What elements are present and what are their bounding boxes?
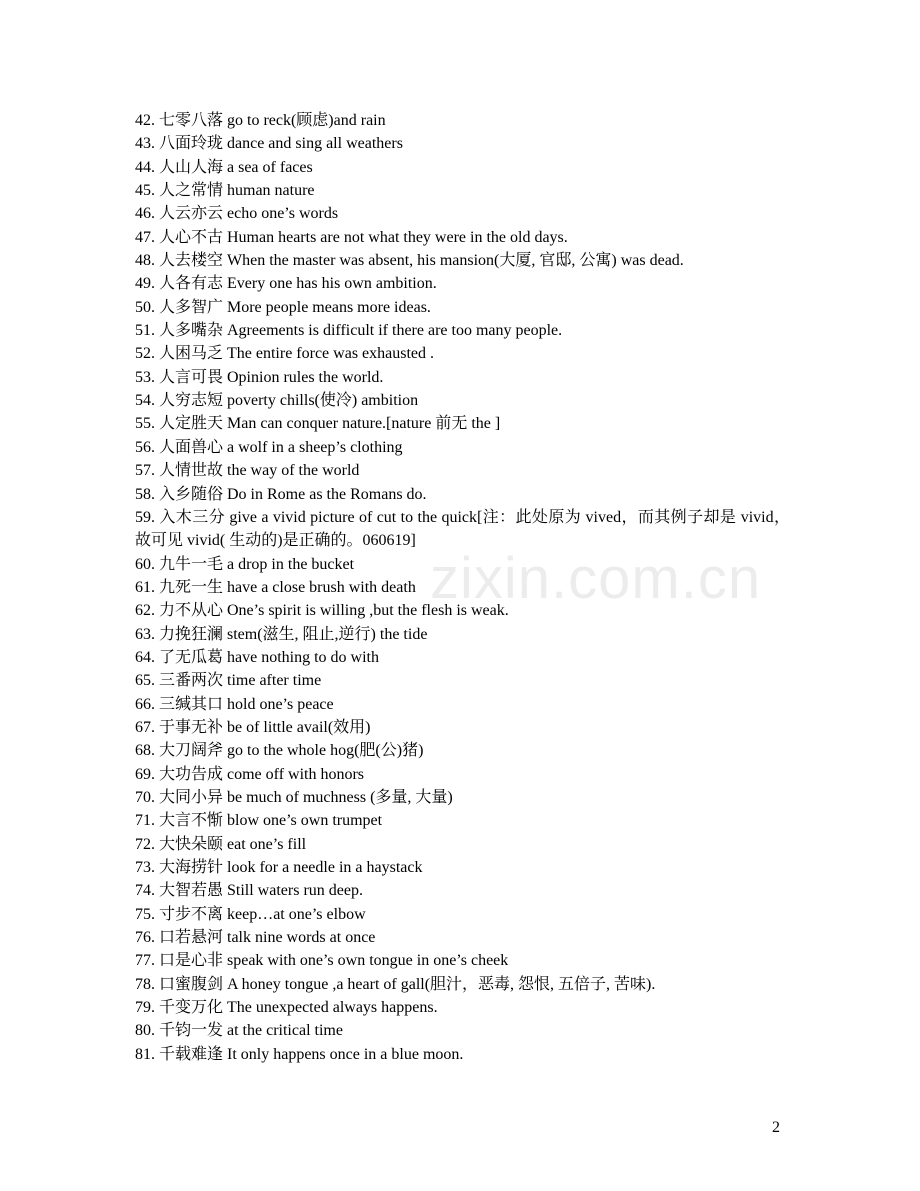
idiom-entry: 70. 大同小异 be much of muchness (多量, 大量): [135, 788, 453, 806]
idiom-entry: 56. 人面兽心 a wolf in a sheep’s clothing: [135, 438, 403, 456]
idiom-entry: 63. 力挽狂澜 stem(滋生, 阻止,逆行) the tide: [135, 625, 428, 643]
idiom-entry: 72. 大快朵颐 eat one’s fill: [135, 835, 307, 853]
idiom-entry: 42. 七零八落 go to reck(顾虑)and rain: [135, 112, 386, 129]
page-number: 2: [772, 1119, 780, 1136]
idiom-entry: 62. 力不从心 One’s spirit is willing ,but the flesh is weak.: [135, 602, 509, 620]
idiom-entry: 60. 九牛一毛 a drop in the bucket: [135, 555, 355, 573]
idiom-entry: 44. 人山人海 a sea of faces: [135, 158, 313, 176]
idiom-entry: 48. 人去楼空 When the master was absent, his mansion(大厦, 官邸, 公寓) was dead.: [135, 252, 684, 270]
idiom-entry: 45. 人之常情 human nature: [135, 182, 315, 200]
idiom-entry: 58. 入乡随俗 Do in Rome as the Romans do.: [135, 485, 427, 503]
idiom-entry: 71. 大言不惭 blow one’s own trumpet: [135, 812, 383, 830]
idiom-entry: 73. 大海捞针 look for a needle in a haystack: [135, 859, 423, 876]
idiom-entry: 69. 大功告成 come off with honors: [135, 765, 365, 783]
idiom-entry: 43. 八面玲珑 dance and sing all weathers: [135, 135, 403, 153]
idiom-entry: 57. 人情世故 the way of the world: [135, 462, 360, 480]
idiom-entry: 79. 千变万化 The unexpected always happens.: [135, 999, 438, 1017]
watermark: zixin.com.cn: [430, 546, 762, 611]
idiom-entry: 78. 口蜜腹剑 A honey tongue ,a heart of gall(胆汁，恶毒, 怨恨, 五倍子, 苦味).: [135, 975, 656, 993]
idiom-entry: 74. 大智若愚 Still waters run deep.: [135, 882, 363, 900]
idiom-entry: 59. 入木三分 give a vivid picture of cut to the quick[注：此处原为 vived，而其例子却是 vivid，故可见 vivid( 生动的)是正确的。060619]: [135, 508, 790, 550]
idiom-list: [135, 109, 790, 1066]
idiom-entry: 76. 口若悬河 talk nine words at once: [135, 929, 376, 947]
idiom-entry: 64. 了无瓜葛 have nothing to do with: [135, 648, 379, 666]
idiom-entry: 67. 于事无补 be of little avail(效用): [135, 718, 371, 736]
idiom-entry: 53. 人言可畏 Opinion rules the world.: [135, 368, 384, 386]
idiom-entry: 80. 千钧一发 at the critical time: [135, 1022, 343, 1040]
idiom-entry: 46. 人云亦云 echo one’s words: [135, 205, 339, 223]
idiom-entry: 68. 大刀阔斧 go to the whole hog(肥(公)猪): [135, 742, 424, 760]
idiom-entry: 51. 人多嘴杂 Agreements is difficult if there are too many people.: [135, 322, 563, 340]
idiom-entry: 54. 人穷志短 poverty chills(使冷) ambition: [135, 392, 419, 410]
idiom-entry: 77. 口是心非 speak with one’s own tongue in one’s cheek: [135, 952, 509, 970]
idiom-entry: 55. 人定胜天 Man can conquer nature.[nature 前无 the ]: [135, 415, 501, 433]
idiom-entry: 65. 三番两次 time after time: [135, 672, 322, 690]
idiom-entry: 50. 人多智广 More people means more ideas.: [135, 298, 431, 316]
idiom-entry: 61. 九死一生 have a close brush with death: [135, 578, 416, 596]
idiom-entry: 47. 人心不古 Human hearts are not what they were in the old days.: [135, 228, 568, 246]
idiom-entry: 49. 人各有志 Every one has his own ambition.: [135, 275, 437, 293]
idiom-entry: 75. 寸步不离 keep…at one’s elbow: [135, 905, 366, 923]
idiom-entry: 66. 三缄其口 hold one’s peace: [135, 695, 334, 713]
idiom-entry: 52. 人困马乏 The entire force was exhausted .: [135, 345, 435, 363]
idiom-entry: 81. 千载难逢 It only happens once in a blue moon.: [135, 1045, 464, 1063]
